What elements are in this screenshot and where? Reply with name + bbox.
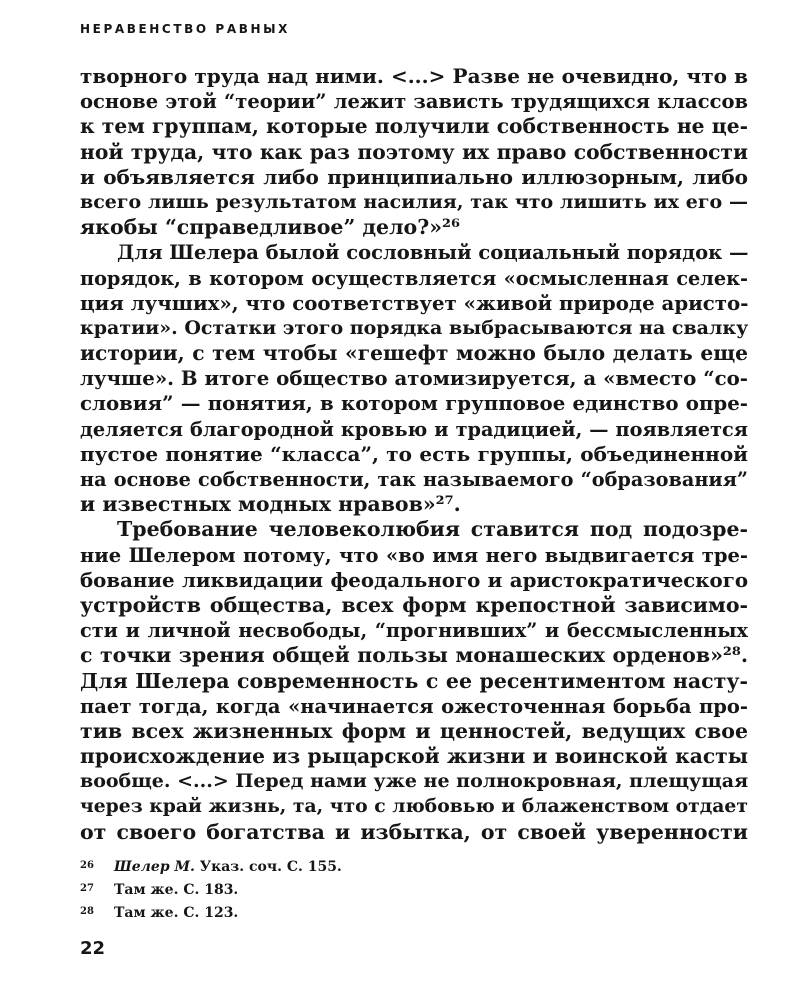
footnotes: [80, 855, 720, 924]
text-line: устройств общества, всех форм крепостной зависимо-: [80, 592, 748, 617]
text-line: ние Шелером потому, что «во имя него выдвигается тре-: [80, 543, 748, 567]
text-line: и известных модных нравов»²⁷.: [80, 492, 461, 517]
text-line: пустое понятие “класса”, то есть группы, объединенной: [80, 441, 748, 466]
text-line: лучше». В итоге общество атомизируется, а «вместо “со-: [80, 366, 748, 391]
text-line: словия” — понятия, в котором групповое единство опре-: [80, 391, 748, 416]
text-line: творного труда над ними. <...> Разве не очевидно, что в: [80, 64, 748, 88]
body-text: [80, 64, 748, 845]
text-line: с точки зрения общей пользы монашеских орденов»²⁸.: [80, 643, 748, 668]
footnote: [80, 901, 720, 924]
footnote-text: Указ. соч. С. 155.: [194, 859, 342, 875]
footnote-mark: 27: [80, 883, 94, 894]
text-line: сти и личной несвободы, “прогнивших” и бессмысленных: [80, 619, 748, 643]
text-line: вообще. <...> Перед нами уже не полнокровная, плещущая: [80, 770, 749, 793]
text-line: от своего богатства и избытка, от своей уверенности: [80, 819, 748, 844]
footnote: [80, 855, 720, 878]
text-line: через край жизнь, та, что с любовью и блаженством отдает: [80, 795, 748, 818]
text-line: на основе собственности, так называемого “образования”: [80, 468, 748, 491]
footnote-mark: 28: [80, 906, 94, 917]
running-head: НЕРАВЕНСТВО РАВНЫХ: [80, 22, 290, 36]
text-line: бование ликвидации феодального и аристократического: [80, 567, 748, 592]
page-number: 22: [80, 938, 106, 959]
text-line: Требование человеколюбия ставится под подозре-: [117, 517, 748, 542]
text-line: всего лишь результатом насилия, так что лишить их его —: [80, 190, 748, 213]
footnote-text: Там же. С. 183.: [114, 882, 239, 898]
text-line: и объявляется либо принципиально иллюзорным, либо: [80, 164, 748, 189]
text-line: Для Шелера современность с ее ресентиментом насту-: [80, 668, 748, 693]
text-line: истории, с тем чтобы «гешефт можно было делать еще: [80, 341, 748, 366]
text-line: пает тогда, когда «начинается ожесточенная борьба про-: [80, 694, 748, 718]
text-line: ной труда, что как раз поэтому их право собственности: [80, 139, 748, 164]
text-line: деляется благородной кровью и традицией, — появляется: [80, 417, 748, 441]
text-line: к тем группам, которые получили собственность не це-: [80, 114, 748, 139]
footnote-mark: 26: [80, 860, 94, 871]
footnote-text: Там же. С. 123.: [114, 905, 239, 921]
text-line: якобы “справедливое” дело?»²⁶: [80, 215, 460, 240]
text-line: порядок, в котором осуществляется «осмысленная селек-: [80, 266, 748, 290]
text-line: происхождение из рыцарской жизни и воинской касты: [80, 744, 748, 769]
text-line: тив всех жизненных форм и ценностей, ведущих свое: [80, 718, 748, 743]
text-line: Для Шелера былой сословный социальный порядок —: [117, 241, 749, 265]
footnote: [80, 878, 720, 901]
text-line: основе этой “теории” лежит зависть трудящихся классов: [80, 90, 748, 114]
footnote-author: Шелер М.: [114, 859, 195, 875]
text-line: кратии». Остатки этого порядка выбрасываются на свалку: [80, 316, 749, 339]
text-line: ция лучших», что соответствует «живой природе аристо-: [80, 290, 749, 315]
